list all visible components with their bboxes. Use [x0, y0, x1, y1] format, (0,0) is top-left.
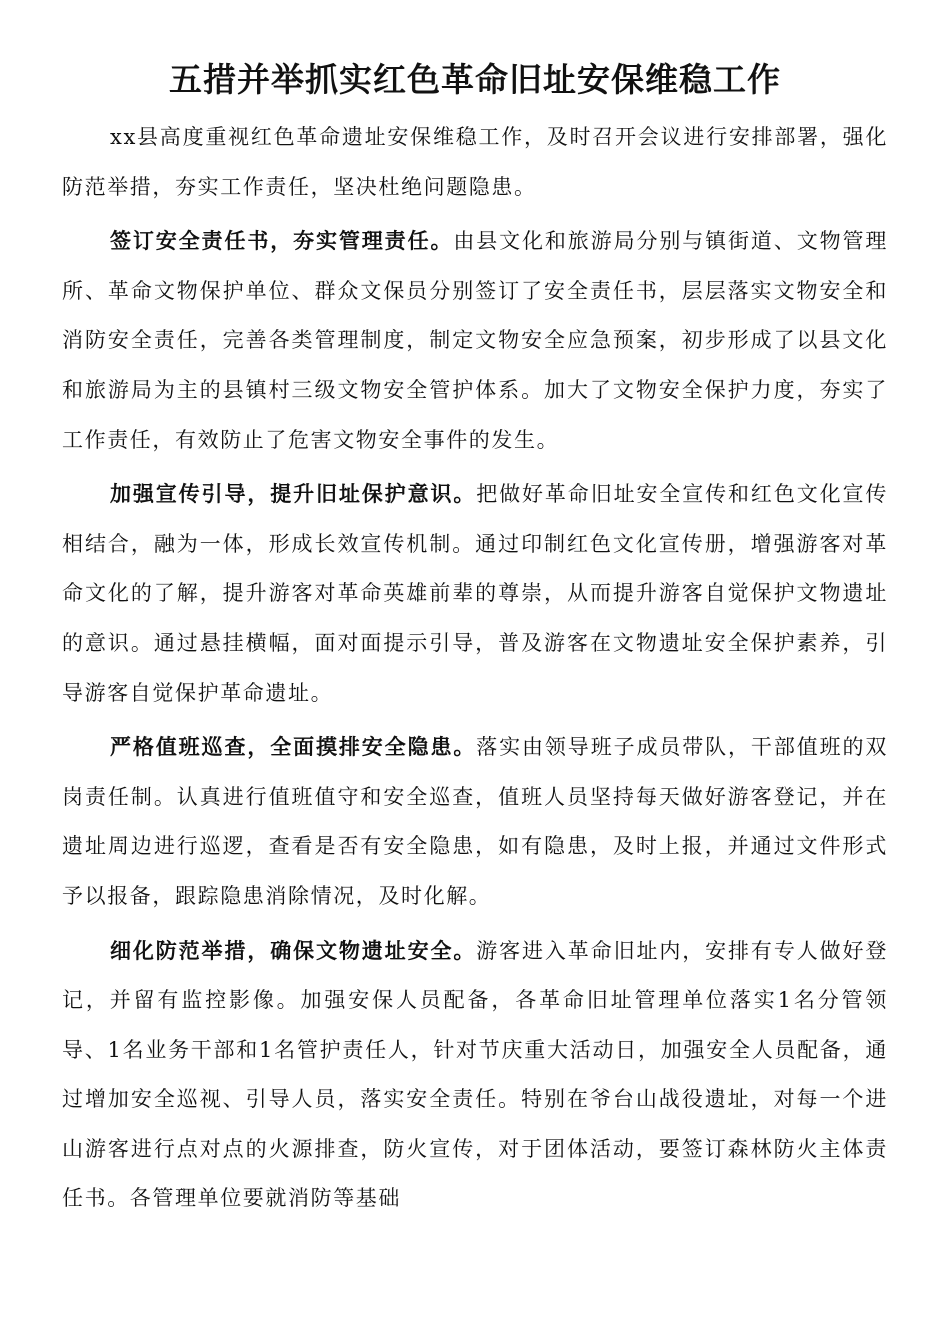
section-heading-1: 签订安全责任书，夯实管理责任。 — [110, 228, 454, 254]
section-paragraph-3 — [62, 722, 888, 921]
section-text-4: 游客进入革命旧址内，安排有专人做好登记，并留有监控影像。加强安保人员配备，各革命旧址管理单位落实1名分管领导、1名业务干部和1名管护责任人，针对节庆重大活动日，加强安全人员配备，通过增加安全巡视、引导人员，落实安全责任。特别在爷台山战役遗址，对每一个进山游客进行点对点的火源排查，防火宣传，对于团体活动，要签订森林防火主体责任书。各管理单位要就消防等基础 — [62, 938, 888, 1211]
section-heading-2: 加强宣传引导，提升旧址保护意识。 — [110, 481, 477, 507]
section-paragraph-2 — [62, 469, 888, 718]
intro-paragraph: xx县高度重视红色革命遗址安保维稳工作，及时召开会议进行安排部署，强化防范举措，夯实工作责任，坚决杜绝问题隐患。 — [62, 125, 888, 199]
section-paragraph-4 — [62, 926, 888, 1225]
section-text-3: 落实由领导班子成员带队，干部值班的双岗责任制。认真进行值班值守和安全巡查，值班人员坚持每天做好游客登记，并在遗址周边进行巡逻，查看是否有安全隐患，如有隐患，及时上报，并通过文件形式予以报备，跟踪隐患消除情况，及时化解。 — [62, 735, 888, 908]
document-body — [62, 113, 888, 1228]
section-paragraph-1 — [62, 216, 888, 465]
section-heading-4: 细化防范举措，确保文物遗址安全。 — [110, 937, 477, 963]
section-heading-3: 严格值班巡查，全面摸排安全隐患。 — [110, 734, 477, 760]
document-title: 五措并举抓实红色革命旧址安保维稳工作 — [169, 60, 781, 99]
section-text-1: 由县文化和旅游局分别与镇街道、文物管理所、革命文物保护单位、群众文保员分别签订了安全责任书，层层落实文物安全和消防安全责任，完善各类管理制度，制定文物安全应急预案，初步形成了以县文化和旅游局为主的县镇村三级文物安全管护体系。加大了文物安全保护力度，夯实了工作责任，有效防止了危害文物安全事件的发生。 — [62, 229, 888, 452]
section-text-2: 把做好革命旧址安全宣传和红色文化宣传相结合，融为一体，形成长效宣传机制。通过印制红色文化宣传册，增强游客对革命文化的了解，提升游客对革命英雄前辈的尊崇，从而提升游客自觉保护文物遗址的意识。通过悬挂横幅，面对面提示引导，普及游客在文物遗址安全保护素养，引导游客自觉保护革命遗址。 — [62, 482, 888, 705]
